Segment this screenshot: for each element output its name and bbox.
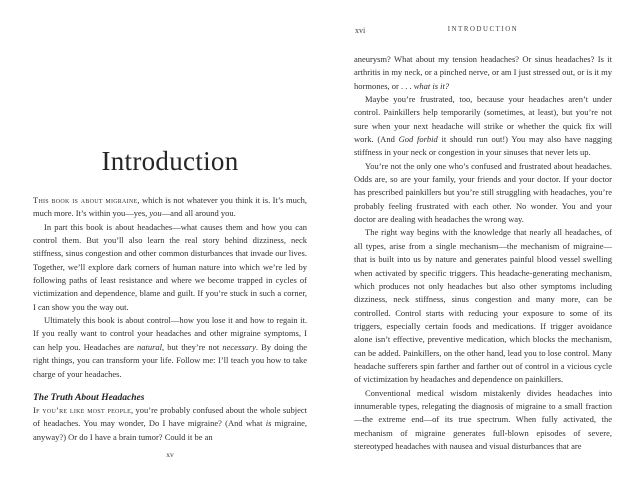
paragraph: This book is about migraine, which is not whatever you think it is. It’s much, much more. It’s within you—yes, you—and all around you. [33,195,307,219]
paragraph: The right way begins with the knowledge that nearly all headaches, of all types, arise from a single mechanism—the mechanism of migraine—that is built into us by nature and generates painful blood vessel swelling when activated by specific triggers. This headache-generating mechanism, which produces not only headaches but also other symptoms including dizziness, neck stiffness, sinus congestion and many more, can be controlled. Control starts with reducing your exposure to some of its triggers, especially certain foods and medications. If trigger avoidance alone isn’t effective, preventive medication, which blocks the mechanism, can be added. Painkillers, on the other hand, lead you to lose control. Many headache sufferers spin farther and farther out of control in a vicious cycle of victimization by headaches and dependence on painkillers. [354,227,612,385]
page-number: xv [166,450,174,459]
right-page-text [354,53,612,453]
left-page-opening-text [33,194,307,381]
section-heading: The Truth About Headaches [33,392,145,403]
paragraph: In part this book is about headaches—what causes them and how you can control them. But you’ll also learn the real story behind dizziness, neck stiffness, sinus congestion and other common disturbances that invade our lives. Together, we’ll explore dark corners of human nature into which we’re led by following paths of least resistance and where we become trapped in cycles of victimization and dependence, blame and guilt. If you’re stuck in such a corner, I can show you the way out. [33,221,307,312]
paragraph: Conventional medical wisdom mistakenly divides headaches into innumerable types, relegating the diagnosis of migraine to a small fraction—the extreme end—of its true spectrum. When fully activated, the mechanism of migraine generates full-blown episodes of severe, stereotyped headaches with nausea and visual disturbances that are [354,387,612,451]
right-page [354,26,612,476]
paragraph: If you’re like most people, you’re probably confused about the whole subject of headaches. You may wonder, Do I have migraine? (And what is migraine, anyway?) Or do I have a brain tumor? Could it be an [33,404,307,442]
paragraph: You’re not the only one who’s confused and frustrated about headaches. Odds are, so are your family, your friends and your doctor. If your doctor has prescribed painkillers but you’re still struggling with headaches, you’re probably feeling frustrated with each other. No wonder. You and your doctor are dealing with headaches the wrong way. [354,160,612,225]
left-page-section-text [33,404,307,444]
paragraph: Maybe you’re frustrated, too, because your headaches aren’t under control. Painkillers help temporarily (sometimes, at least), but you’re not sure when your next headache will strike or whether the quick fix will work. (And God forbid it should run out!) You may also have nagging stiffness in your neck or congestion in your sinuses that never lets up. [354,94,612,158]
left-page [33,146,307,476]
chapter-title: Introduction [101,146,239,176]
paragraph: aneurysm? What about my tension headaches? Or sinus headaches? Is it arthritis in my neck, or a pinched nerve, or am I just stressed out, or is it my hormones, or . . . what is it? [354,54,612,91]
folio: xvi [355,26,366,35]
running-header: INTRODUCTION [447,26,519,33]
running-header-row [354,26,612,36]
paragraph: Ultimately this book is about control—how you lose it and how to regain it. If you really want to control your headaches and other migraine symptoms, I can help you. Headaches are natural, but they’re not necessary. By doing the right things, you can transform your life. Follow me: I’ll teach you how to take charge of your headaches. [33,315,307,379]
